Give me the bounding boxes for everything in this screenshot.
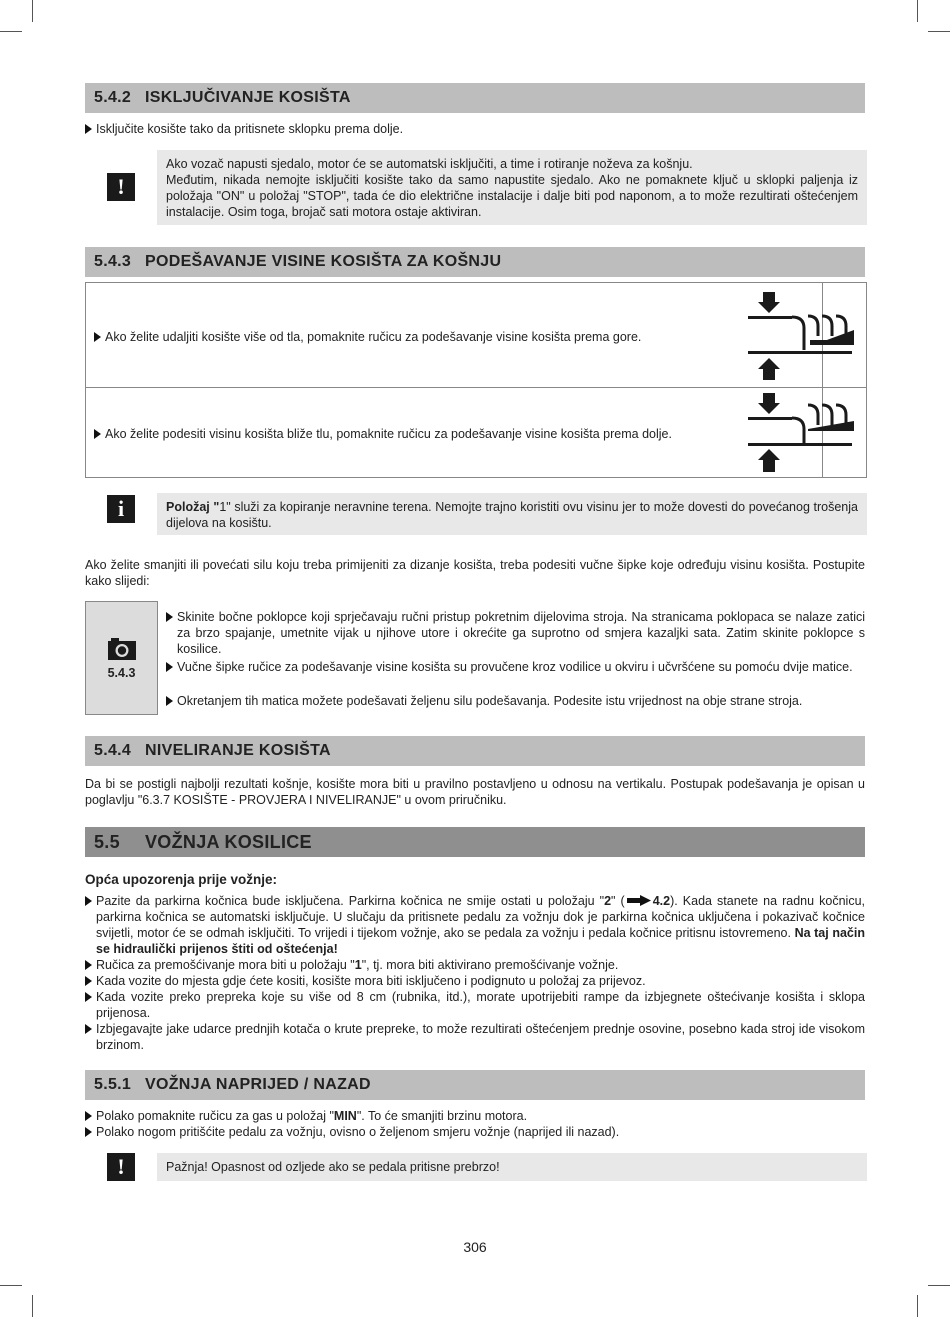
bullet-text: ". To će smanjiti brzinu motora. — [356, 1109, 528, 1123]
crop-mark — [0, 31, 22, 32]
section-number: 5.4.3 — [94, 253, 132, 270]
table-row-divider — [86, 387, 866, 388]
crop-mark — [32, 0, 33, 22]
info-text: 1" služi za kopiranje neravnine terena. Nemojte trajno koristiti ovu visinu jer to može dovesti do povećanog trošenja dijelova na kosištu. — [166, 500, 858, 530]
list-item — [85, 1021, 865, 1053]
section-header-5-4-4 — [85, 736, 865, 766]
crop-mark — [32, 1295, 33, 1317]
mower-height-up-icon — [746, 288, 856, 382]
arrow-right-icon — [166, 612, 173, 622]
list-item — [85, 957, 865, 973]
bullet-text: Ako želite podesiti visinu kosišta bliže tlu, pomaknite ručicu za podešavanje visine kosišta prema dolje. — [105, 427, 672, 441]
info-bold: Položaj " — [166, 500, 220, 514]
section-title: NIVELIRANJE KOSIŠTA — [145, 742, 331, 759]
bullet-text: ", tj. mora biti aktivirano premošćivanje vožnje. — [361, 958, 619, 972]
reference-link[interactable]: 4.2 — [652, 894, 671, 908]
camera-icon — [108, 638, 136, 660]
photo-reference — [85, 601, 158, 715]
bullet-text: Skinite bočne poklopce koji sprječavaju ručni pristup pokretnim dijelovima stroja. Na stranicama poklopaca se nalaze zatici za brzo spajanje, umetnite vijak u njihove utore i okrećite ga suprotno od smjera kazaljki sata. Zatim skinite poklopce s kosilice. — [177, 610, 865, 656]
list-item — [85, 1108, 865, 1124]
crop-mark — [0, 1285, 22, 1286]
crop-mark — [928, 1285, 950, 1286]
arrow-right-icon — [94, 332, 101, 342]
bullet-bold: 2 — [604, 894, 612, 908]
bullet-text: Pazite da parkirna kočnica bude isključena. Parkirna kočnica ne smije ostati u položaju " — [96, 894, 605, 908]
arrow-right-icon — [166, 662, 173, 672]
list-item — [85, 973, 865, 989]
bullet-text: Polako pomaknite ručicu za gas u položaj " — [96, 1109, 334, 1123]
warning-icon: ! — [107, 173, 135, 201]
list-item — [166, 659, 865, 675]
bullet-text: Izbjegavajte jake udarce prednjih kotača o krute prepreke, to može rezultirati oštećenjem prednje osovine, posebno kada stroj ide visokom brzinom. — [96, 1022, 865, 1052]
arrow-right-icon — [85, 1127, 92, 1137]
bullet-bold: MIN — [333, 1109, 357, 1123]
mower-height-down-icon — [746, 391, 856, 475]
list-item — [85, 893, 865, 957]
bullet-text: Kada vozite do mjesta gdje ćete kositi, kosište mora biti isključeno i podignuto u položaj za prijevoz. — [96, 974, 646, 988]
bullet-text: Vučne šipke ručice za podešavanje visine kosišta su provučene kroz vodilice u okviru i učvršćene su pomoću dvije matice. — [177, 660, 853, 674]
bullet-text: Kada vozite preko prepreka koje su više od 8 cm (rubnika, itd.), morate upotrijebiti rampe da izbjegnete oštećivanje kosišta i sklopa prijenosa. — [96, 990, 865, 1020]
section-title: VOŽNJA KOSILICE — [145, 832, 312, 852]
height-adjustment-table — [85, 282, 867, 478]
section-header-5-5-1 — [85, 1070, 865, 1100]
section-number: 5.5.1 — [94, 1076, 132, 1093]
subtitle: Opća upozorenja prije vožnje: — [85, 872, 278, 887]
arrow-right-icon — [85, 992, 92, 1002]
crop-mark — [917, 1295, 918, 1317]
photo-label: 5.4.3 — [107, 666, 136, 680]
bullet-bold: 1 — [354, 958, 362, 972]
table-row-text — [94, 329, 814, 345]
table-row-text — [94, 426, 814, 442]
arrow-right-icon — [85, 896, 92, 906]
reference-arrow-icon — [627, 895, 651, 906]
list-item — [166, 609, 865, 657]
info-icon: i — [107, 495, 135, 523]
section-title: ISKLJUČIVANJE KOSIŠTA — [145, 89, 351, 106]
bullet-text: Ručica za premošćivanje mora biti u položaju " — [96, 958, 355, 972]
section-number: 5.4.4 — [94, 742, 132, 759]
arrow-right-icon — [85, 976, 92, 986]
warning-note: Pažnja! Opasnost od ozljede ako se pedala pritisne prebrzo! — [157, 1153, 867, 1181]
bullet-text: Isključite kosište tako da pritisnete sklopku prema dolje. — [96, 122, 404, 136]
arrow-right-icon — [94, 429, 101, 439]
bullet-text: Okretanjem tih matica možete podešavati željenu silu podešavanja. Podesite istu vrijednost na obje strane stroja. — [177, 694, 803, 708]
crop-mark — [917, 0, 918, 22]
arrow-right-icon — [166, 696, 173, 706]
bullet-text: Polako nogom pritišćite pedalu za vožnju, ovisno o željenom smjeru vožnje (naprijed ili nazad). — [96, 1125, 620, 1139]
arrow-right-icon — [85, 124, 92, 134]
list-item — [166, 693, 865, 709]
section-title: VOŽNJA NAPRIJED / NAZAD — [145, 1076, 371, 1093]
bullet-text: " ( — [611, 894, 625, 908]
arrow-right-icon — [85, 1024, 92, 1034]
section-header-5-4-3 — [85, 247, 865, 277]
list-item — [85, 1124, 865, 1140]
page-number: 306 — [463, 1239, 487, 1255]
warning-text: Ako vozač napusti sjedalo, motor će se automatski isključiti, a time i rotiranje noževa za košnju. — [166, 157, 693, 171]
paragraph: Da bi se postigli najbolji rezultati košnje, kosište mora biti u pravilno postavljeno u odnosu na vertikalu. Postupak podešavanja je opisan u poglavlju "6.3.7 KOSIŠTE - PROVJERA I NIVELIRANJE" u ovom priručniku. — [85, 777, 865, 807]
bullet-bold: Na taj način se hidraulički prijenos štiti od oštećenja! — [96, 926, 865, 956]
paragraph: Ako želite smanjiti ili povećati silu koju treba primijeniti za dizanje kosišta, treba podesiti vučne šipke koje određuju visinu kosišta. Postupite kako slijedi: — [85, 558, 865, 588]
section-number: 5.5 — [94, 832, 120, 852]
list-item — [85, 989, 865, 1021]
info-note — [157, 493, 867, 535]
crop-mark — [928, 31, 950, 32]
section-title: PODEŠAVANJE VISINE KOSIŠTA ZA KOŠNJU — [145, 253, 502, 270]
section-number: 5.4.2 — [94, 89, 132, 106]
arrow-right-icon — [85, 960, 92, 970]
list-item — [85, 121, 865, 137]
warning-note — [157, 150, 867, 225]
arrow-right-icon — [85, 1111, 92, 1121]
bullet-text: ). Kada stanete na radnu kočnicu, parkirna kočnica se automatski isključuje. U slučaju da pritisnete pedalu za vožnju dok je parkirna kočnica uključena i pokazivač kočnice svijetli, motor će se odmah isključiti. To vrijedi i tijekom vožnje, ako se pedala za vožnju i pedala kočnice pritisnu istovremeno. — [96, 894, 865, 940]
warning-icon: ! — [107, 1153, 135, 1181]
section-header-5-5 — [85, 827, 865, 857]
section-header-5-4-2 — [85, 83, 865, 113]
bullet-text: Ako želite udaljiti kosište više od tla, pomaknite ručicu za podešavanje visine kosišta prema gore. — [105, 330, 642, 344]
warning-text: Međutim, nikada nemojte isključiti kosište tako da samo napustite sjedalo. Ako ne pomaknete ključ u sklopki paljenja iz položaja "ON" u položaj "STOP", tada će dio električne instalacije i dalje biti pod naponom, a to može rezultirati oštećenjem instalacije. Osim toga, brojač sati motora ostaje aktiviran. — [166, 173, 858, 219]
